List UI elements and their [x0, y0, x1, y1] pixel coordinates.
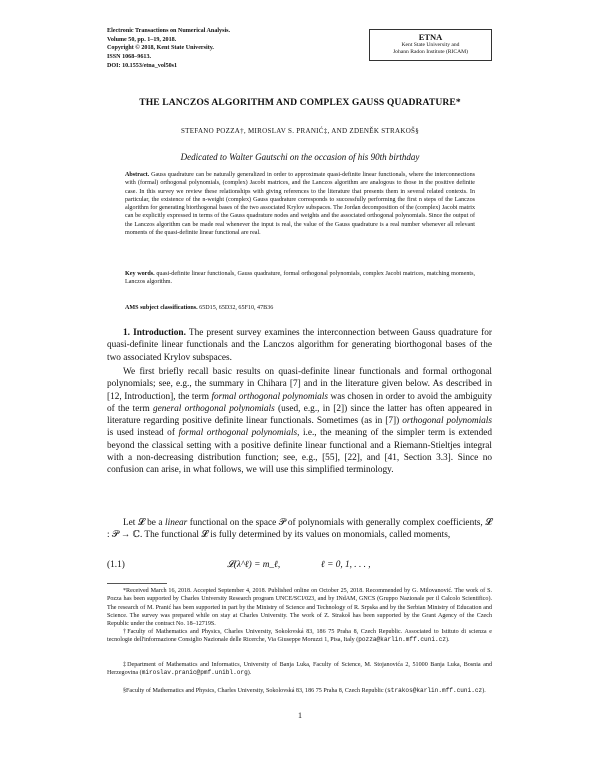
email-link[interactable]: pozza@karlin.mff.cuni.cz	[358, 636, 446, 644]
footnote-received: *Received March 16, 2018. Accepted September 4, 2018. Published online on October 25, 2018. Recommended by G. Milovanović. The work of S. Pozza has been supported by Charles University Research program UNCE/SCI/023, and by INdAM, GNCS (Gruppo Nazionale per il Calcolo Scientifico). The research of M. Pranić has been supported in part by the Ministry of Science and Technology of R. Srpska and by the Serbian Ministry of Education and Science. The survey was prepared while on stay at Charles University. The work of Z. Strakoš has been supported by the Grant Agency of the Czech Republic under the contract No. 18–12719S.	[107, 588, 492, 628]
intro-paragraph-2	[107, 366, 492, 477]
p2-emph: orthogonal polynomials	[402, 416, 492, 427]
p2-emph: formal orthogonal polynomials	[178, 428, 298, 439]
keywords	[125, 270, 475, 287]
equation	[227, 560, 371, 570]
intro-paragraph-1	[107, 327, 492, 364]
ams-text: 65D15, 65D32, 65F10, 47B36	[199, 305, 274, 311]
equation-lhs: 𝓛(λ^ℓ) = m_ℓ,	[227, 560, 281, 570]
fn-text: †Faculty of Mathematics and Physics, Charles University, Sokolovská 83, 186 75 Praha 8, Czech Republic. Associated to Istituto di scienza e tecnologie dell'informazione Consiglio Nazionale delle Ricerche, Via Giuseppe Moruzzi 1, Pisa, Italy (	[107, 629, 492, 644]
p2-seg: (used, e.g., in [2]) since the latter has often appeared in literature regarding positive definite linear functionals. Sometimes (as in [7])	[107, 403, 492, 427]
email-link[interactable]: strakos@karlin.mff.cuni.cz	[387, 687, 483, 694]
keywords-label: Key words.	[125, 271, 155, 277]
journal-issn: ISSN 1068–9613.	[107, 54, 152, 61]
footnote-strakos	[107, 687, 492, 695]
dedication: Dedicated to Walter Gautschi on the occasion of his 90th birthday	[180, 152, 420, 162]
paper-authors: STEFANO POZZA†, MIROSLAV S. PRANIĆ‡, AND ZDENĚK STRAKOŠ§	[180, 127, 420, 135]
section-heading: 1. Introduction.	[123, 328, 186, 338]
p2-seg: We first briefly recall basic results on quasi-definite linear functionals and formal orthogonal polynomials; see, e.g., the summary in Chihara [7] and in the literature given below. As described in [12, Introduction], the term	[107, 367, 492, 402]
p2-seg: was chosen in order to avoid the ambiguity of the term	[107, 391, 492, 414]
equation-rhs: ℓ = 0, 1, . . . ,	[320, 560, 371, 570]
abstract-text: Gauss quadrature can be naturally generalized in order to approximate quasi-definite linear functionals, where the interconnections with (formal) orthogonal polynomials, (complex) Jacobi matrices, and the Lanczos algorithm are analogous to those in the positive definite case. In this survey we review these relationships with giving references to the literature that presents them in several related contexts. In particular, the existence of the n-weight (complex) Gauss quadrature corresponds to successfully performing the first n steps of the Lanczos algorithm for generating biorthogonal bases of the two associated Krylov subspaces. The Jordan decomposition of the (complex) Jacobi matrix can be explicitly expressed in terms of the Gauss quadrature nodes and weights and the associated orthogonal polynomials. Since the output of the Lanczos algorithm can be made real whenever the input is real, the value of the Gauss quadrature is a real number whenever all relevant moments of the quasi-definite linear functional are real.	[125, 172, 476, 237]
journal-header	[107, 27, 230, 71]
keywords-text: quasi-definite linear functionals, Gauss quadrature, formal orthogonal polynomials, complex Jacobi matrices, matching moments, Lanczos algorithm.	[125, 271, 475, 286]
fn-text: ).	[446, 637, 450, 644]
footnote-rule	[107, 583, 167, 584]
journal-name: Electronic Transactions on Numerical Analysis.	[107, 28, 231, 34]
abstract-label: Abstract.	[125, 172, 150, 178]
p2-seg: , i.e., the meaning of the simpler term is extended beyond the classical setting with a positive definite linear functional and a Riemann-Stieltjes integral with a non-decreasing distribution function; see, e.g., [55], [22], and [41, Section 3.3]. Since no confusion can arise, in what follows, we will use this simplified terminology.	[107, 428, 493, 476]
journal-volume: Volume 50, pp. 1–19, 2018.	[107, 36, 177, 43]
abstract	[125, 171, 475, 237]
p3-seg: Let 𝓛 be a	[123, 518, 166, 528]
intro-p1-text: The present survey examines the interconnection between Gauss quadrature for quasi-definite linear functionals and the Lanczos algorithm for generating biorthogonal bases of the two associated Krylov subspaces.	[107, 328, 493, 363]
intro-paragraph-3	[107, 517, 492, 542]
equation-number: (1.1)	[107, 560, 125, 570]
journal-doi: DOI: 10.1553/etna_vol50s1	[107, 62, 178, 69]
etna-line2: Johann Radon Institute (RICAM)	[392, 49, 469, 55]
p2-emph: general orthogonal polynomials	[152, 403, 275, 414]
journal-copyright: Copyright © 2018, Kent State University.	[107, 45, 214, 52]
ams-label: AMS subject classifications.	[125, 305, 198, 311]
p2-emph: formal orthogonal polynomials	[211, 391, 328, 402]
fn-text: ).	[247, 670, 252, 677]
footnote-pozza	[107, 628, 492, 645]
footnote-pranic	[107, 661, 492, 678]
paper-title: THE LANCZOS ALGORITHM AND COMPLEX GAUSS QUADRATURE*	[139, 97, 461, 108]
etna-box	[369, 29, 492, 61]
etna-line1: Kent State University and	[401, 42, 460, 48]
email-link[interactable]: miroslav.pranic@pmf.unibl.org	[141, 669, 248, 677]
p3-seg: functional on the space 𝒫 of polynomials with generally complex coefficients, 𝓛 : 𝒫 → ℂ. The functional 𝓛 is fully determined by its values on monomials, called moments,	[107, 518, 492, 541]
fn-text: ‡Department of Mathematics and Informatics, University of Banja Luka, Faculty of Science, M. Stojanovića 2, 51000 Banja Luka, Bosnia and Herzegovina (	[107, 662, 492, 677]
fn-text: §Faculty of Mathematics and Physics, Charles University, Sokolovská 83, 186 75 Praha 8, Czech Republic (	[123, 688, 388, 694]
p3-emph: linear	[165, 518, 188, 528]
fn-text: ).	[482, 688, 486, 694]
p2-seg: is used instead of	[107, 428, 179, 439]
page-number: 1	[298, 711, 302, 720]
etna-title: ETNA	[418, 32, 443, 42]
ams-classifications	[125, 304, 475, 312]
